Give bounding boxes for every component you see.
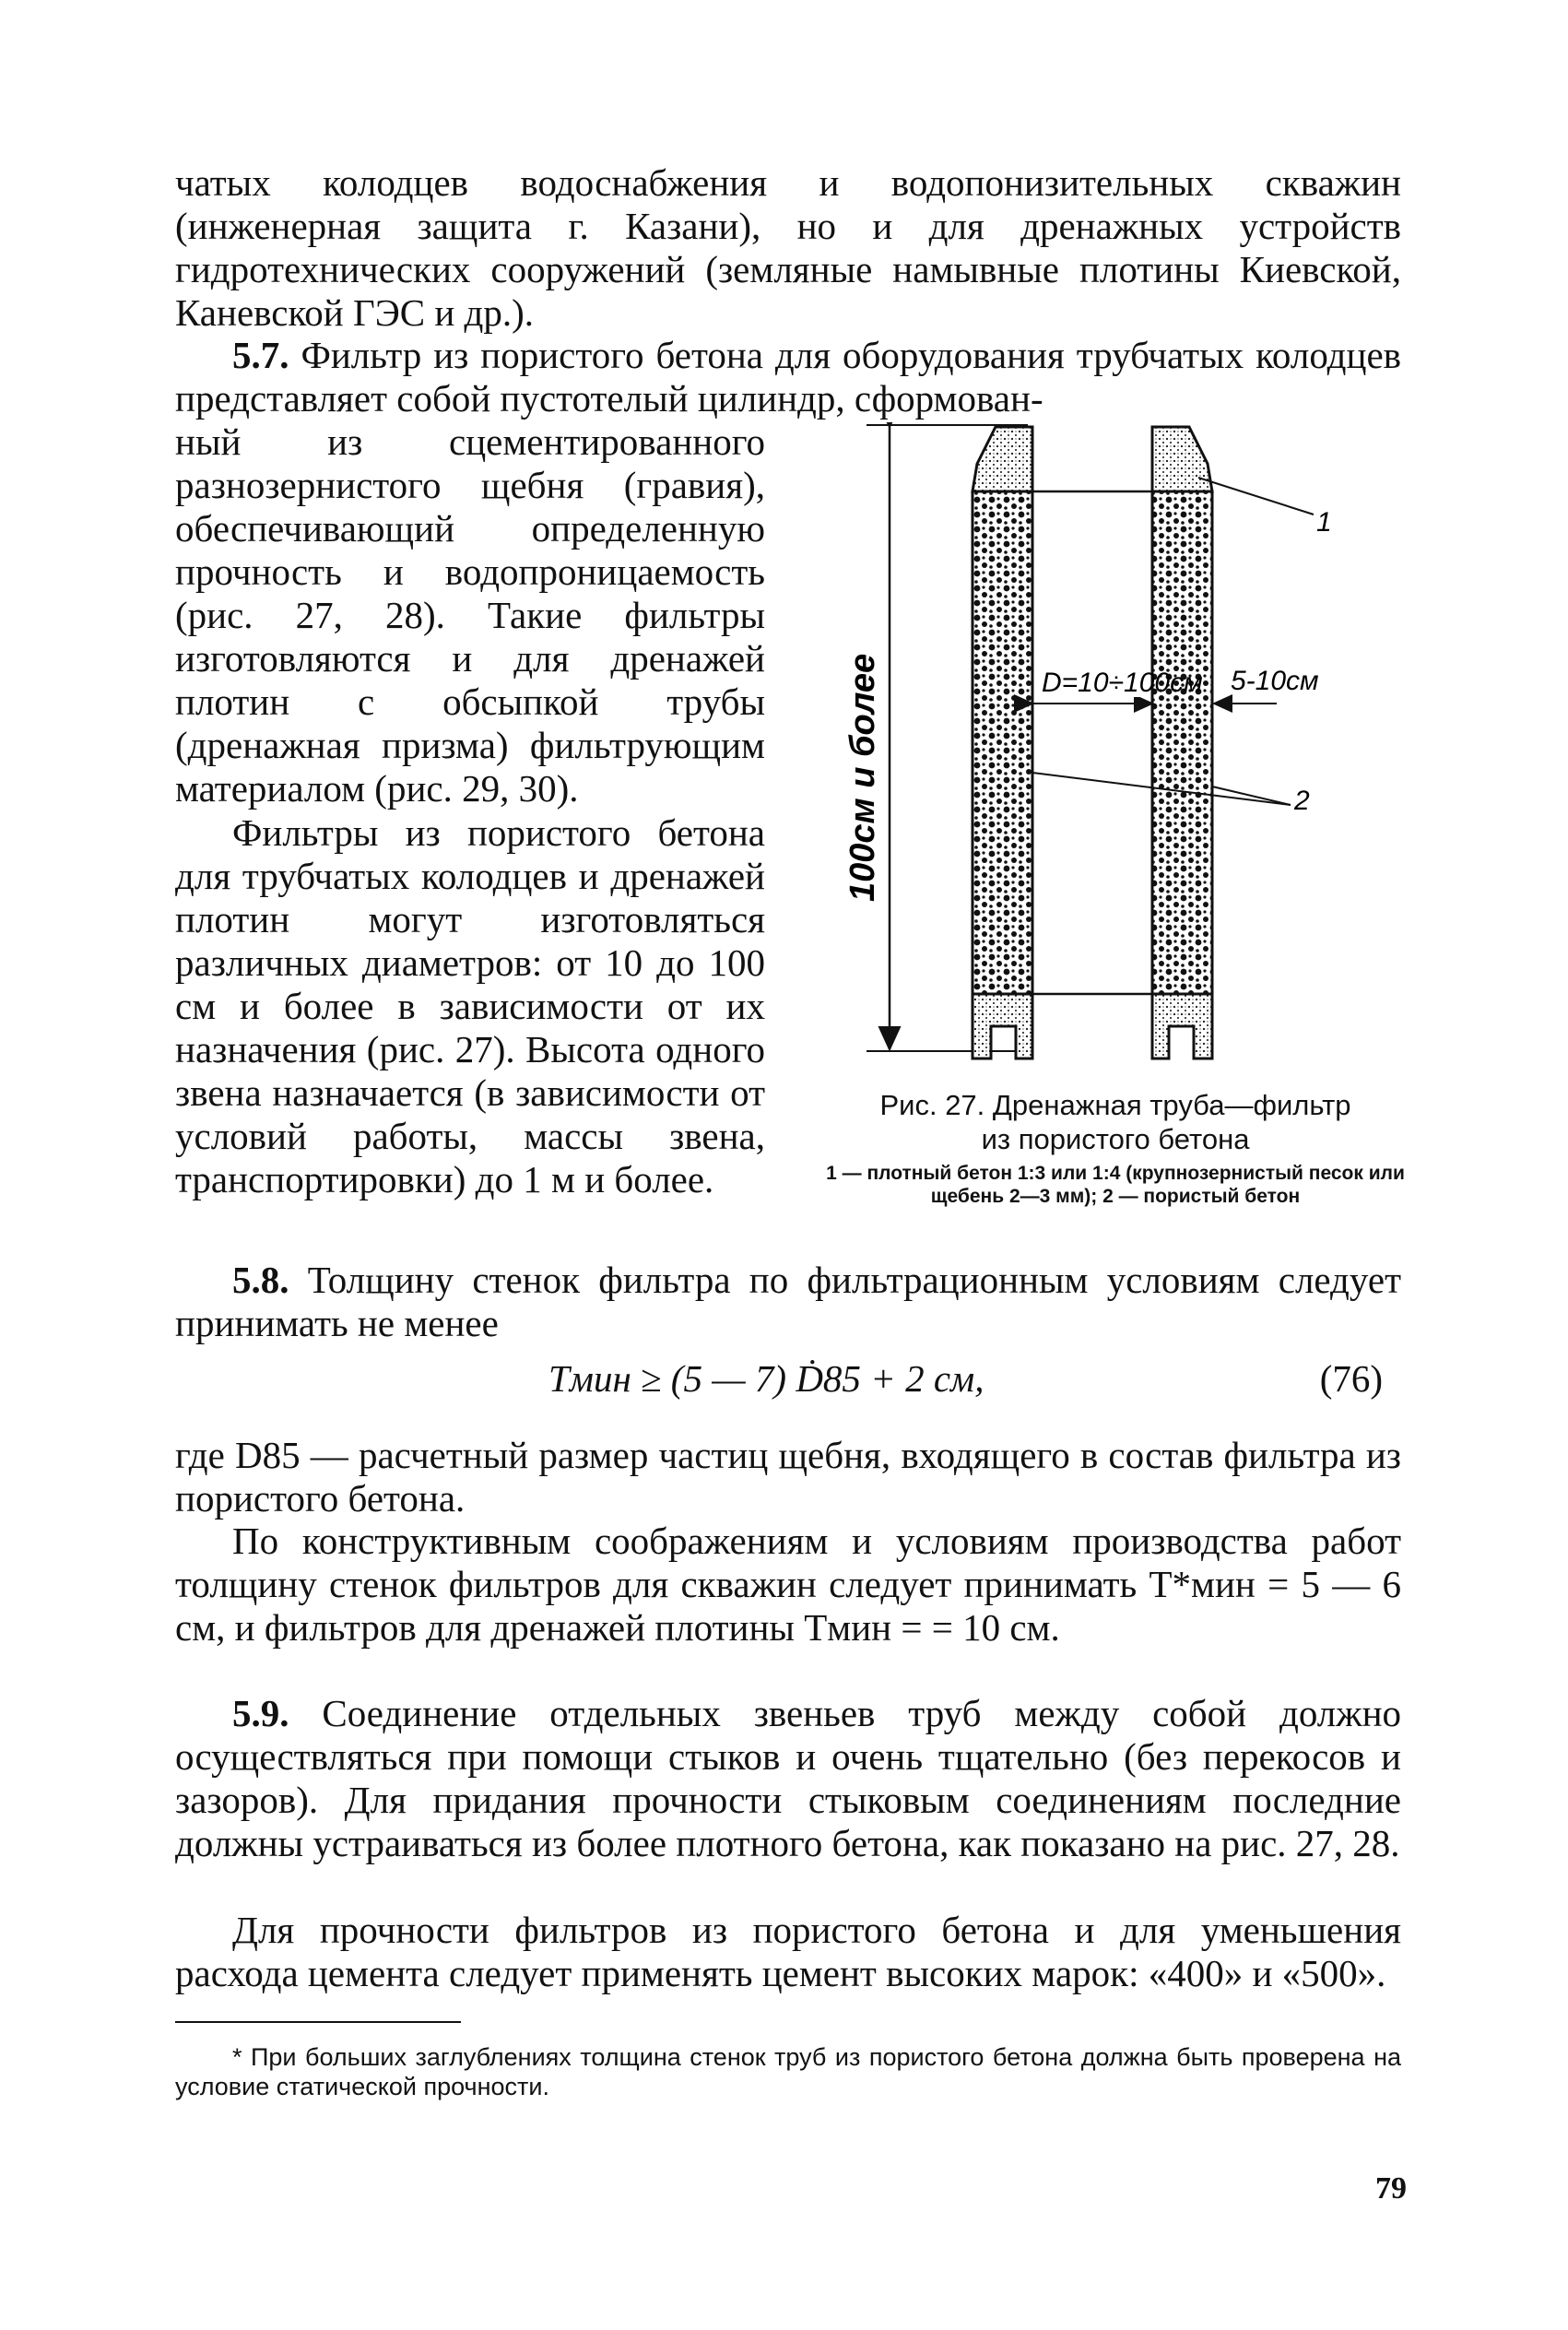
figure-drainage-pipe (811, 422, 1420, 1072)
height-label: 100см и более (843, 653, 882, 902)
formula-number: (76) (1319, 1357, 1383, 1400)
paragraph-filter-diameters: Фильтры из пористого бетона для трубчатых колодцев и дренажей плотин могут изготовляться различных диаметров: от 10 до 100 см и более в зависимости от их назначения (рис. 27). Высота одного звена назначается (в зависимости от условий работы, массы звена, транспортировки) до 1 м и более. (175, 811, 765, 1200)
formula-expression: Tмин ≥ (5 — 7) Ḋ85 + 2 см, (548, 1357, 984, 1400)
callout-2-label: 2 (1294, 786, 1310, 816)
section-number-5-7: 5.7. (232, 334, 289, 376)
caption-legend: 1 — плотный бетон 1:3 или 1:4 (крупнозернистый песок или щебень 2—3 мм); 2 — пористый бетон (826, 1163, 1405, 1207)
callout-1-leader (1198, 478, 1314, 514)
paragraph-where: где D85 — расчетный размер частиц щебня, входящего в состав фильтра из пористого бетона. (175, 1434, 1401, 1520)
right-porous-wall (1152, 491, 1212, 994)
paragraph-5-7-text: Фильтр из пористого бетона для оборудования трубчатых колодцев представляет собой пустотелый цилиндр, сформован- (175, 334, 1402, 420)
paragraph-constructive: По конструктивным соображениям и условиям производства работ толщину стенок фильтров для скважин следует принимать T*мин = 5 — 6 см, и фильтров для дренажей плотины Tмин = = 10 см. (175, 1520, 1401, 1649)
paragraph-5-9 (175, 1692, 1401, 1865)
paragraph-cement: Для прочности фильтров из пористого бетона и для уменьшения расхода цемента следует применять цемент высоких марок: «400» и «500». (175, 1909, 1401, 1994)
right-bottom-joint (1152, 994, 1212, 1059)
paragraph-5-8-text: Толщину стенок фильтра по фильтрационным условиям следует принимать не менее (175, 1259, 1401, 1344)
caption-title-line1: Рис. 27. Дренажная труба—фильтр (879, 1089, 1351, 1121)
paragraph-continued: чатых колодцев водоснабжения и водопонизительных скважин (инженерная защита г. Казани), но и для дренажных устройств гидротехнических сооружений (земляные намывные плотины Киевской, Каневской ГЭС и др.). (175, 161, 1401, 334)
paragraph-5-8 (175, 1259, 1401, 1345)
paragraph-5-7-start (175, 334, 1401, 420)
callout-1-label: 1 (1316, 507, 1332, 538)
caption-title-line2: из пористого бетона (981, 1123, 1250, 1155)
diameter-label: D=10÷100см (1042, 668, 1203, 698)
left-top-joint (973, 427, 1032, 491)
footnote-rule (175, 2021, 461, 2023)
page-number: 79 (1375, 2171, 1407, 2206)
footnote: * При больших заглублениях толщина стенок труб из пористого бетона должна быть проверена на условие статической прочности. (175, 2043, 1401, 2100)
wall-thickness-label: 5-10см (1231, 666, 1319, 696)
paragraph-5-9-text: Соединение отдельных звеньев труб между собой должно осуществляться при помощи стыков и очень тщательно (без перекосов и зазоров). Для придания прочности стыковым соединениям последние должны устраиваться из более плотного бетона, как показано на рис. 27, 28. (175, 1692, 1402, 1864)
left-bottom-joint (973, 994, 1032, 1059)
right-top-joint (1152, 427, 1212, 491)
left-porous-wall (973, 491, 1032, 994)
paragraph-5-7-continued: ный из сцементированного разнозернистого щебня (гравия), обеспечивающий определенную прочность и водопроницаемость (рис. 27, 28). Такие фильтры изготовляются и для дренажей плотин с обсыпкой трубы (дренажная призма) фильтрующим материалом (рис. 29, 30). (175, 420, 765, 810)
figure-caption (811, 1088, 1420, 1208)
section-number-5-9: 5.9. (232, 1692, 289, 1734)
pipe-drawing (811, 422, 1420, 1068)
section-number-5-8: 5.8. (232, 1259, 289, 1301)
